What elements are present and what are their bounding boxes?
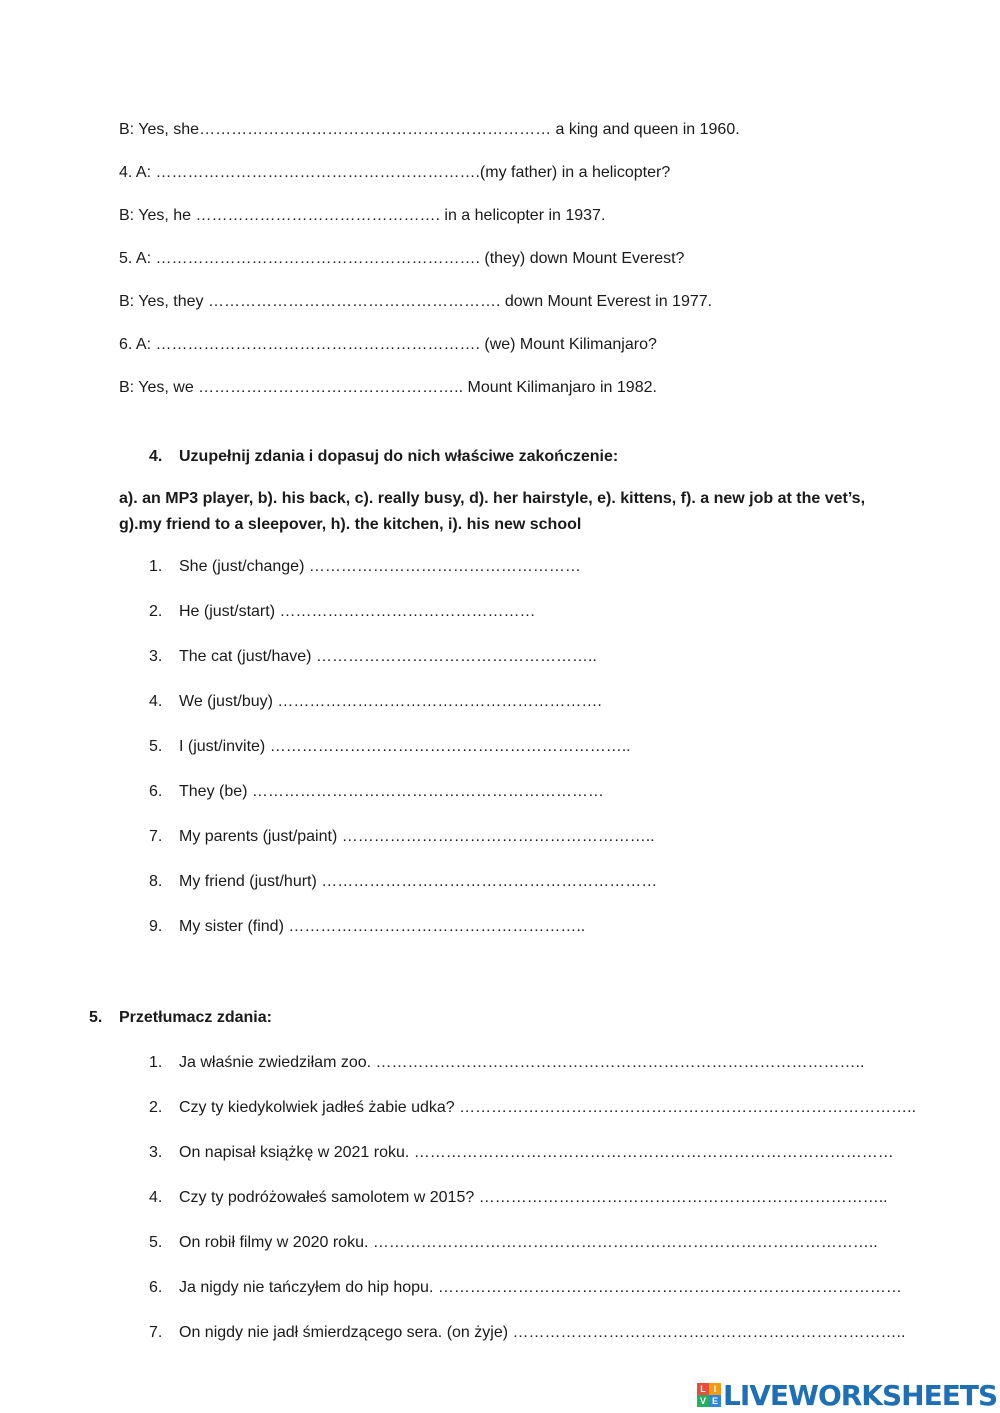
item-number: 7.	[149, 828, 163, 845]
list-item	[149, 647, 597, 667]
item-text: Czy ty kiedykolwiek jadłeś żabie udka? …………………………………………………………………………..	[179, 1099, 917, 1116]
item-number: 3.	[149, 1144, 163, 1161]
item-text: Czy ty podróżowałeś samolotem w 2015? …………………………………………………………………..	[179, 1189, 888, 1206]
list-item	[149, 872, 657, 892]
dialogue-line: B: Yes, she………………………………………………………… a king and queen in 1960.	[119, 121, 740, 138]
section-title: Przetłumacz zdania:	[119, 1009, 272, 1026]
list-item	[149, 1233, 878, 1253]
section-number: 4.	[149, 448, 163, 465]
item-text: Ja właśnie zwiedziłam zoo. ………………………………………………………………………………..	[179, 1054, 865, 1071]
options-line: a). an MP3 player, b). his back, c). really busy, d). her hairstyle, e). kittens, f). a new job at the vet’s,	[119, 490, 866, 507]
item-text: We (just/buy) …………………………………………………….	[179, 693, 602, 710]
item-text: My friend (just/hurt) ………………………………………………………	[179, 873, 658, 890]
item-number: 1.	[149, 558, 163, 575]
item-text: My parents (just/paint) …………………………………………………..	[179, 828, 655, 845]
liveworksheets-logo[interactable]	[697, 1380, 997, 1410]
dialogue-line: 4. A: …………………………………………………….(my father) in a helicopter?	[119, 164, 671, 181]
item-text: He (just/start) …………………………………………	[179, 603, 536, 620]
item-number: 6.	[149, 783, 163, 800]
item-number: 1.	[149, 1054, 163, 1071]
list-item	[149, 737, 631, 757]
section4-heading	[149, 447, 618, 467]
item-number: 6.	[149, 1279, 163, 1296]
options-line: g).my friend to a sleepover, h). the kitchen, i). his new school	[119, 516, 582, 533]
list-item	[149, 602, 535, 622]
list-item	[149, 1098, 916, 1118]
item-text: On robił filmy w 2020 roku. …………………………………………………………………………………..	[179, 1234, 878, 1251]
list-item	[149, 917, 585, 937]
item-number: 2.	[149, 1099, 163, 1116]
logo-mark-letter: V	[697, 1395, 709, 1407]
list-item	[149, 827, 655, 847]
list-item	[149, 557, 581, 577]
item-text: My sister (find) ………………………………………………..	[179, 918, 586, 935]
list-item	[149, 1323, 905, 1343]
logo-mark-letter: I	[709, 1383, 721, 1395]
dialogue-line: 5. A: ……………………………………………………. (they) down Mount Everest?	[119, 250, 685, 267]
dialogue-line: B: Yes, they ………………………………………………. down Mount Everest in 1977.	[119, 293, 713, 310]
item-number: 8.	[149, 873, 163, 890]
item-number: 5.	[149, 738, 163, 755]
item-text: I (just/invite) …………………………………………………………..	[179, 738, 631, 755]
list-item	[149, 1278, 902, 1298]
list-item	[149, 782, 604, 802]
section-title: Uzupełnij zdania i dopasuj do nich właściwe zakończenie:	[179, 448, 619, 465]
list-item	[149, 692, 602, 712]
logo-text: LIVEWORKSHEETS	[723, 1378, 998, 1412]
list-item	[149, 1188, 888, 1208]
item-text: The cat (just/have) ……………………………………………..	[179, 648, 597, 665]
item-text: She (just/change) ……………………………………………	[179, 558, 581, 575]
item-text: On nigdy nie jadł śmierdzącego sera. (on żyje) ………………………………………………………………..	[179, 1324, 906, 1341]
item-number: 9.	[149, 918, 163, 935]
list-item	[149, 1053, 864, 1073]
dialogue-line: B: Yes, we ………………………………………….. Mount Kilimanjaro in 1982.	[119, 379, 657, 396]
item-number: 7.	[149, 1324, 163, 1341]
item-number: 2.	[149, 603, 163, 620]
item-text: On napisał książkę w 2021 roku. ………………………………………………………………………………	[179, 1144, 894, 1161]
dialogue-line: B: Yes, he ………………………………………. in a helicopter in 1937.	[119, 207, 606, 224]
item-text: Ja nigdy nie tańczyłem do hip hopu. ……………………………………………………………………………	[179, 1279, 902, 1296]
logo-mark-icon	[697, 1383, 721, 1407]
item-text: They (be) …………………………………………………………	[179, 783, 604, 800]
item-number: 4.	[149, 1189, 163, 1206]
dialogue-line: 6. A: ……………………………………………………. (we) Mount Kilimanjaro?	[119, 336, 657, 353]
list-item	[149, 1143, 894, 1163]
logo-mark-letter: E	[709, 1395, 721, 1407]
logo-mark-letter: L	[697, 1383, 709, 1395]
item-number: 5.	[149, 1234, 163, 1251]
section-number: 5.	[89, 1009, 103, 1026]
item-number: 4.	[149, 693, 163, 710]
section5-heading	[89, 1008, 272, 1028]
item-number: 3.	[149, 648, 163, 665]
